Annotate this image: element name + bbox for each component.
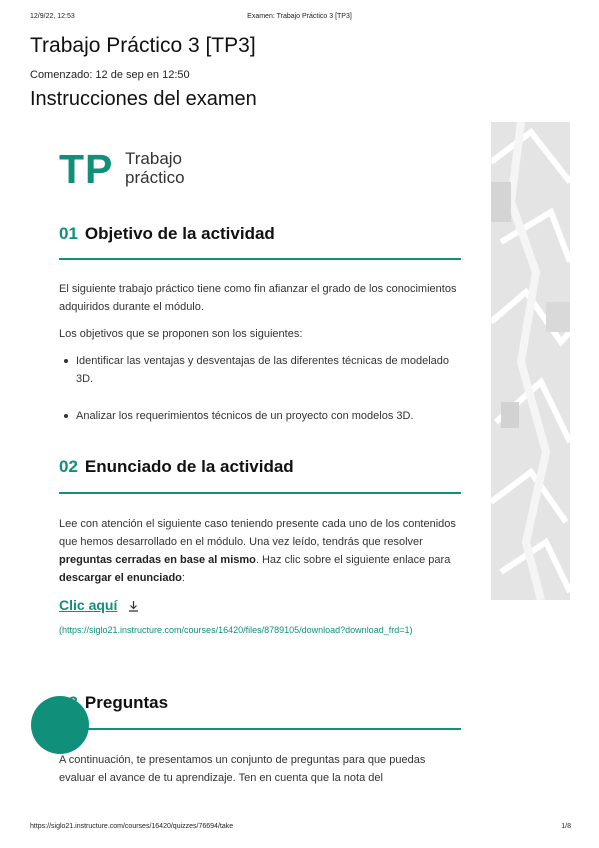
tp-logo-line2: práctico: [125, 168, 185, 187]
download-icon[interactable]: [128, 599, 139, 617]
floating-action-button[interactable]: [31, 696, 89, 754]
decorative-side-image: [491, 122, 570, 600]
instructions-heading: Instrucciones del examen: [30, 88, 257, 110]
tp-logo-line1: Trabajo: [125, 149, 183, 168]
tp-logo-words: [125, 149, 185, 187]
section-title: Preguntas: [84, 693, 169, 712]
list-item: Identificar las ventajas y desventajas de las diferentes técnicas de modelado 3D.: [59, 352, 459, 388]
print-datetime: 12/9/22, 12:53: [30, 13, 75, 20]
questions-intro: A continuación, te presentamos un conjunto de preguntas para que puedas evaluar el avance de tu aprendizaje. Ten en cuenta que la nota del: [59, 754, 426, 784]
section-divider: [59, 728, 461, 730]
objective-intro: El siguiente trabajo práctico tiene como fin afianzar el grado de los conocimientos adquiridos durante el módulo.: [59, 283, 457, 313]
section-number: 01: [59, 224, 78, 243]
quiz-title: Trabajo Práctico 3 [TP3]: [30, 34, 256, 57]
statement-bold-1: preguntas cerradas en base al mismo: [59, 554, 256, 566]
statement-text-2: . Haz clic sobre el siguiente enlace para: [255, 554, 451, 566]
section-title: Enunciado de la actividad: [84, 457, 294, 476]
statement-text-3: :: [181, 572, 185, 584]
print-page-url: https://siglo21.instructure.com/courses/16420/quizzes/76694/take: [30, 823, 234, 830]
download-link-url[interactable]: (https://siglo21.instructure.com/courses/16420/files/8789105/download?download_frd=1): [59, 625, 413, 635]
list-item: Analizar los requerimientos técnicos de un proyecto con modelos 3D.: [59, 407, 459, 425]
print-doc-title: Examen: Trabajo Práctico 3 [TP3]: [247, 13, 352, 20]
objective-list-second: [59, 407, 459, 425]
section-heading-objective: [59, 224, 275, 244]
section-divider: [59, 258, 461, 260]
section-title: Objetivo de la actividad: [84, 224, 275, 243]
statement-bold-2: descargar el enunciado: [59, 572, 182, 584]
print-page-number: 1/8: [561, 823, 571, 830]
objective-list: [59, 352, 459, 388]
section-number: 02: [59, 457, 78, 476]
quiz-started-timestamp: Comenzado: 12 de sep en 12:50: [30, 69, 190, 81]
statement-text-1: Lee con atención el siguiente caso teniendo presente cada uno de los contenidos que hemos desarrollado en el módulo. Una vez leído, tendrás que resolver: [59, 518, 456, 548]
section-divider: [59, 492, 461, 494]
download-link-row: [59, 597, 139, 617]
tp-logo-letters: TP: [59, 146, 114, 192]
download-link[interactable]: Clic aquí: [59, 597, 118, 613]
objective-lead: Los objetivos que se proponen son los siguientes:: [59, 328, 303, 340]
section-heading-statement: [59, 457, 294, 477]
statement-paragraph: [59, 515, 459, 587]
